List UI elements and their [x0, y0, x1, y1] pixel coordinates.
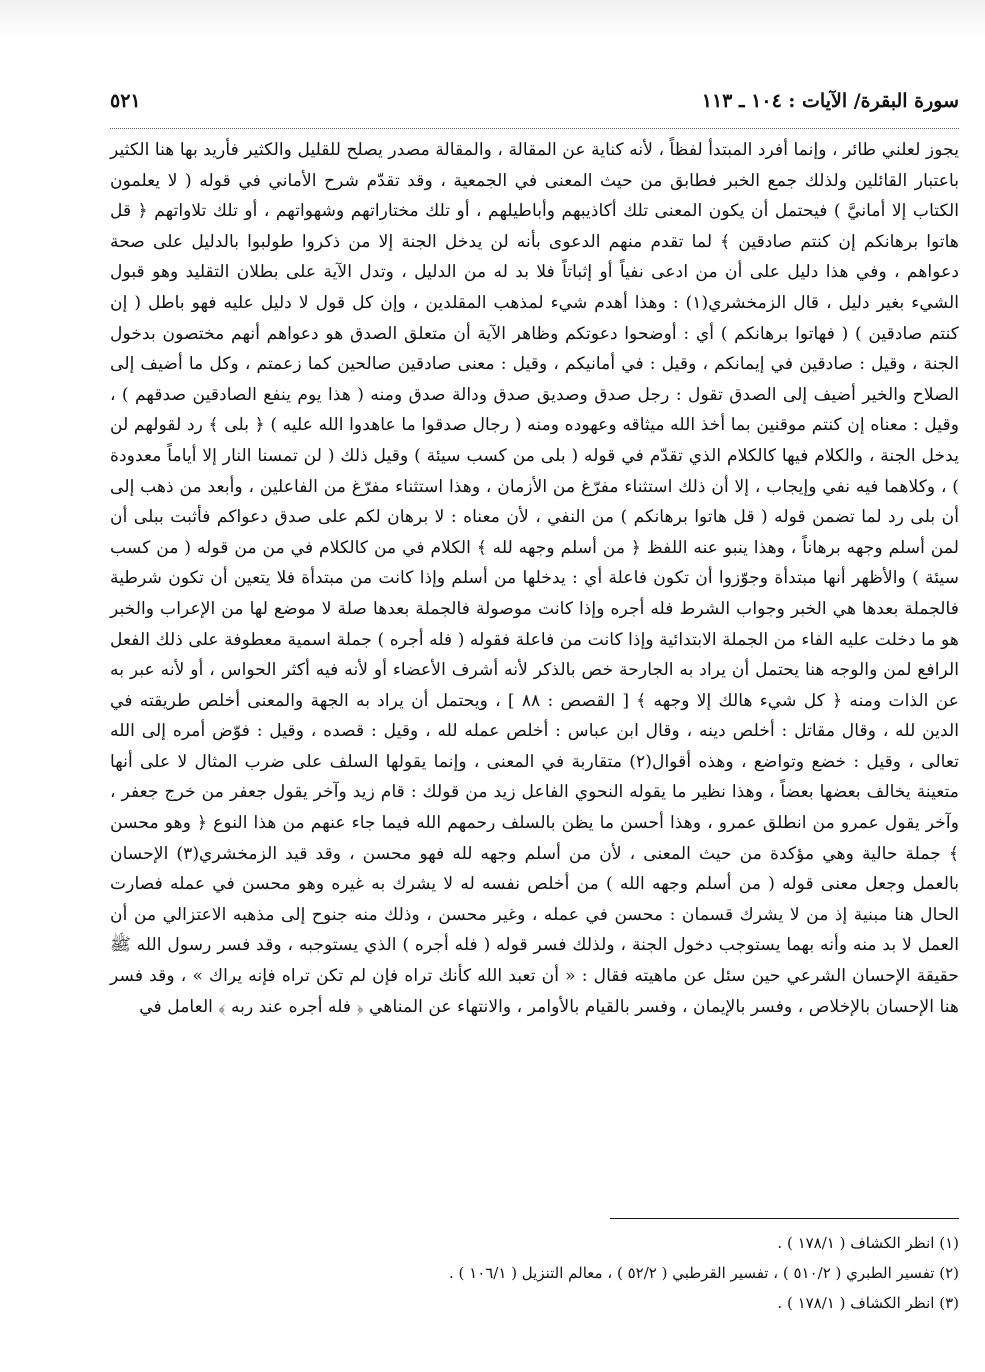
chapter-title: سورة البقرة/ الآيات : ١٠٤ ـ ١١٣	[701, 90, 959, 112]
body-paragraph: يجوز لعلني طائر ، وإنما أفرد المبتدأ لفظاً ، لأنه كناية عن المقالة ، والمقالة مصدر يصلح للقليل والكثير فأريد بها هنا الكثير باعتبار القائلين ولذلك جمع الخبر فطابق من حيث المعنى في الجمعية ، وقد تقدّم شرح الأماني في قوله ( لا يعلمون الكتاب إلا أمانيَّ ) فيحتمل أن يكون المعنى تلك أكاذيبهم وأباطيلهم ، أو تلك مختاراتهم وشهواتهم ، أو تلك تلاواتهم ﴿ قل هاتوا برهانكم إن كنتم صادقين ﴾ لما تقدم منهم الدعوى بأنه لن يدخل الجنة إلا من ذكروا طولبوا بالدليل على صحة دعواهم ، وفي هذا دليل على أن من ادعى نفياً أو إثباتاً فلا بد له من الدليل ، وتدل الآية على بطلان التقليد وهو قبول الشيء بغير دليل ، قال الزمخشري(١) : وهذا أهدم شيء لمذهب المقلدين ، وإن كل قول لا دليل عليه فهو باطل ( إن كنتم صادقين ) ( فهاتوا برهانكم ) أي : أوضحوا دعوتكم وظاهر الآية أن متعلق الصدق هو دعواهم أنهم مختصون بدخول الجنة ، وقيل : صادقين في إيمانكم ، وقيل : في أمانيكم ، وقيل : معنى صادقين صالحين كما زعمتم ، وكل ما أضيف إلى الصلاح والخير أضيف إلى الصدق تقول : رجل صدق وصديق صدق ودالة صدق ومنه ( هذا يوم ينفع الصادقين صدقهم ) ، وقيل : معناه إن كنتم موقنين بما أخذ الله ميثاقه وعهوده ومنه ( رجال صدقوا ما عاهدوا الله عليه ) ﴿ بلى ﴾ رد لقولهم لن يدخل الجنة ، والكلام فيها كالكلام الذي تقدّم في قوله ( بلى من كسب سيئة ) وقيل ذلك ( لن تمسنا النار إلا أياماً معدودة ) ، وكلاهما فيه نفي وإيجاب ، إلا أن ذلك استثناء مفرّغ من الأزمان ، وهذا استثناء مفرّغ من الفاعلين ، وأبعد من ذهب إلى أن بلى رد لما تضمن قوله ( قل هاتوا برهانكم ) من النفي ، لأن معناه : لا برهان لكم على صدق دعواكم فأثبت ببلى أن لمن أسلم وجهه برهاناً ، وهذا ينبو عنه اللفظ ﴿ من أسلم وجهه لله ﴾ الكلام في من كالكلام في من من قوله ( من كسب سيئة ) والأظهر أنها مبتدأة وجوّزوا أن تكون فاعلة أي : يدخلها من أسلم وإذا كانت من مبتدأة فلا يتعين أن تكون شرطية فالجملة بعدها هي الخبر وجواب الشرط فله أجره وإذا كانت موصولة فالجملة بعدها صلة لا موضع لها من الإعراب والخبر هو ما دخلت عليه الفاء من الجملة الابتدائية وإذا كانت من فاعلة فقوله ( فله أجره ) جملة اسمية معطوفة على ذلك الفعل الرافع لمن والوجه هنا يحتمل أن يراد به الجارحة خص بالذكر لأنه أشرف الأعضاء أو لأنه فيه أكثر الحواس ، أو لأنه عبر به عن الذات ومنه ﴿ كل شيء هالك إلا وجهه ﴾ [ القصص : ٨٨ ] ، ويحتمل أن يراد به الجهة والمعنى أخلص طريقته في الدين لله ، وقال مقاتل : أخلص دينه ، وقال ابن عباس : أخلص عمله لله ، وقيل : قصده ، وقيل : فوّض أمره إلى الله تعالى ، وقيل : خضع وتواضع ، وهذه أقوال(٢) متقاربة في المعنى ، وإنما يقولها السلف على ضرب المثال لا على أنها متعينة يخالف بعضها بعضاً ، وهذا نظير ما يقوله النحوي الفاعل زيد من قولك : قام زيد وآخر يقول جعفر من خرج جعفر ، وآخر يقول عمرو من انطلق عمرو ، وهذا أحسن ما يظن بالسلف رحمهم الله فيما جاء عنهم من هذا النوع ﴿ وهو محسن ﴾ جملة حالية وهي مؤكدة من حيث المعنى ، لأن من أسلم وجهه لله فهو محسن ، وقد قيد الزمخشري(٣) الإحسان بالعمل وجعل معنى قوله ( من أسلم وجهه الله ) من أخلص نفسه له لا يشرك به غيره وهو محسن في عمله فصارت الحال هنا مبنية إذ من لا يشرك قسمان : محسن في عمله ، وغير محسن ، وذلك منه جنوح إلى مذهبه الاعتزالي من أن العمل لا بد منه وأنه بهما يستوجب دخول الجنة ، ولذلك فسر قوله ( فله أجره ) الذي يستوجبه ، وقد فسر رسول الله ﷺ حقيقة الإحسان الشرعي حين سئل عن ماهيته فقال : « أن تعبد الله كأنك تراه فإن لم تكن تراه فإنه يراك » ، وقد فسر هنا الإحسان بالإخلاص ، وفسر بالإيمان ، وفسر بالقيام بالأوامر ، والانتهاء عن المناهي ﴿ فله أجره عند ربه ﴾ العامل في	[110, 140, 960, 1017]
footnote-2: (٢) تفسير الطبري ( ٥١٠/٢ ) ، تفسير القرطبي ( ٥٢/٢ ) ، معالم التنزيل ( ١٠٦/١ ) .	[448, 1264, 959, 1282]
footnotes	[110, 1228, 959, 1318]
body-text	[110, 135, 959, 1022]
book-page	[110, 90, 960, 1312]
footnote-separator	[610, 1218, 959, 1219]
footnote-1: (١) انظر الكشاف ( ١٧٨/١ ) .	[777, 1234, 959, 1252]
footnote-3: (٣) انظر الكشاف ( ١٧٨/١ ) .	[777, 1294, 959, 1312]
page-number: ٥٢١	[110, 90, 141, 112]
scan-edge	[0, 0, 985, 40]
running-header	[110, 90, 959, 129]
